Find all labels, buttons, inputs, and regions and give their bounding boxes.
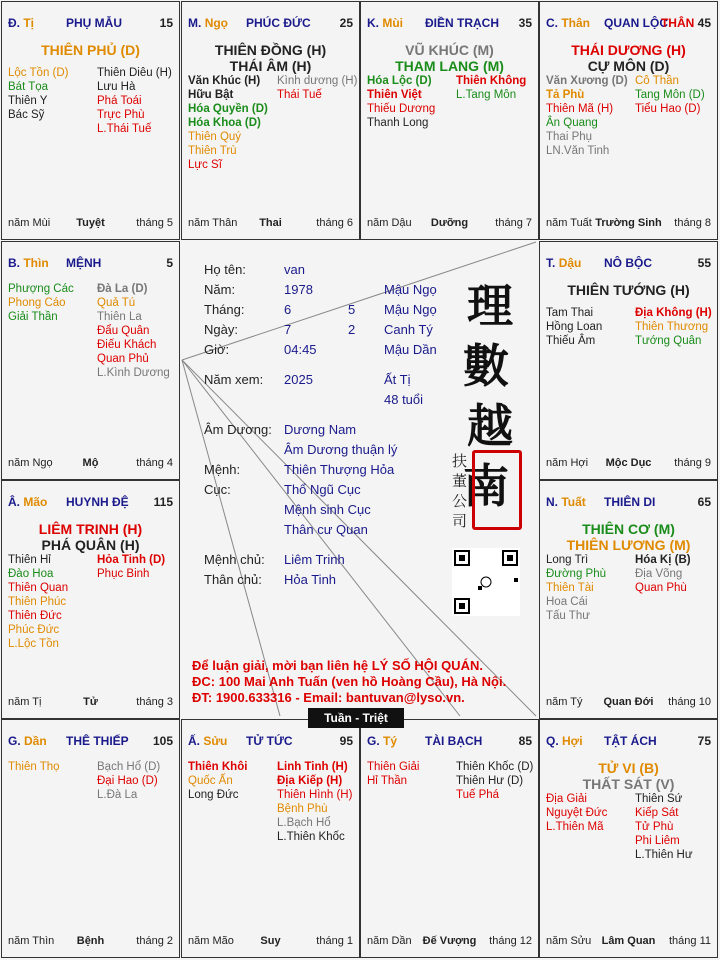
palace-footer	[8, 696, 173, 710]
minor-stars-left	[546, 74, 636, 158]
palace-age: 15	[159, 16, 173, 30]
minor-star: Thiên Đức	[8, 610, 62, 622]
minor-star: Văn Xương (D)	[546, 75, 628, 87]
minor-star: Tử Phù	[635, 821, 674, 833]
palace-footer	[546, 217, 711, 231]
palace-month: tháng 8	[674, 217, 711, 229]
palace-year: năm Dần	[367, 935, 412, 947]
info-value: Dương Nam	[284, 422, 357, 437]
palace-header	[546, 495, 711, 509]
palace-age: THÂN 45	[660, 16, 711, 30]
minor-star: Phá Toái	[97, 95, 142, 107]
palace-cell-tuat	[539, 480, 718, 719]
minor-star: Hóa Khoa (D)	[188, 117, 261, 129]
main-star: THÁI DƯƠNG (H)	[571, 42, 686, 58]
palace-header	[546, 16, 711, 30]
minor-stars-left	[546, 792, 636, 834]
minor-star: LN.Văn Tinh	[546, 145, 610, 157]
palace-name: HUYNH ĐỆ	[66, 495, 129, 509]
seal-char: 司	[452, 512, 468, 530]
info-value: 2025	[284, 372, 313, 387]
palace-age: 55	[697, 256, 711, 270]
info-label: Tháng:	[204, 302, 245, 317]
minor-star: Tả Phù	[546, 89, 585, 101]
palace-footer	[188, 217, 353, 231]
palace-name: PHÚC ĐỨC	[246, 16, 311, 30]
palace-phase: Mộ	[82, 457, 99, 469]
minor-star: Thiên Giải	[367, 761, 420, 773]
palace-footer	[8, 217, 173, 231]
minor-star: Hóa Lộc (D)	[367, 75, 432, 87]
minor-star: Đà La (D)	[97, 283, 148, 295]
palace-header	[188, 16, 353, 30]
main-star: THÁI ÂM (H)	[229, 58, 312, 74]
info-label: Mệnh:	[204, 462, 241, 477]
minor-star: Tam Thai	[546, 307, 594, 319]
minor-star: Thiếu Âm	[546, 335, 596, 347]
minor-star: Thiên Phúc	[8, 596, 67, 608]
minor-stars-left	[188, 760, 278, 802]
minor-star: Thiên Khôi	[188, 761, 248, 773]
palace-cell-hoi	[539, 719, 718, 958]
palace-phase: Trường Sinh	[595, 217, 662, 229]
palace-header	[546, 256, 711, 270]
minor-stars-right	[635, 553, 718, 595]
minor-star: Kiếp Sát	[635, 807, 679, 819]
minor-star: Thai Phụ	[546, 131, 593, 143]
info-label: Năm:	[204, 282, 236, 297]
palace-phase: Bệnh	[76, 935, 105, 947]
minor-star: L.Thiên Hư	[635, 849, 693, 861]
palace-header	[8, 734, 173, 748]
palace-cell-dan	[1, 719, 180, 958]
palace-name: THÊ THIẾP	[66, 734, 129, 748]
palace-phase: Mộc Dục	[605, 457, 652, 469]
main-stars	[361, 42, 538, 74]
calligraphy-char: 理	[467, 279, 513, 333]
palace-position: Â. Mão	[8, 495, 48, 509]
palace-age: 25	[339, 16, 353, 30]
minor-star: Đẩu Quân	[97, 325, 150, 337]
palace-footer	[8, 935, 173, 949]
info-value: Mệnh sinh Cục	[284, 502, 371, 517]
palace-name: THIÊN DI	[604, 495, 656, 509]
minor-star: Quả Tú	[97, 297, 136, 309]
palace-month: tháng 2	[136, 935, 173, 947]
main-star: THIÊN ĐỒNG (H)	[214, 42, 327, 58]
minor-star: Địa Giải	[546, 793, 587, 805]
palace-year: năm Sửu	[546, 935, 592, 947]
minor-stars-left	[188, 74, 278, 172]
minor-star: Thái Tuế	[277, 89, 322, 101]
info-value: 48 tuổi	[384, 392, 424, 407]
minor-star: Bệnh Phù	[277, 803, 328, 815]
minor-star: Hỉ Thần	[367, 775, 408, 787]
info-value: Ất Tị	[384, 372, 411, 387]
palace-header	[8, 16, 173, 30]
palace-header	[367, 16, 532, 30]
palace-header	[546, 734, 711, 748]
main-stars	[540, 282, 717, 298]
than-marker: THÂN	[660, 16, 695, 30]
minor-star: Bác Sỹ	[8, 109, 45, 121]
palace-header	[367, 734, 532, 748]
minor-star: L.Tang Môn	[456, 89, 517, 101]
palace-header	[8, 256, 173, 270]
info-label: Âm Dương:	[204, 422, 272, 437]
minor-star: Linh Tinh (H)	[277, 761, 348, 773]
palace-cell-suu	[181, 719, 360, 958]
minor-star: Địa Võng	[635, 568, 683, 580]
main-star: THIÊN TƯỚNG (H)	[567, 282, 690, 298]
info-value: 7	[284, 322, 292, 337]
palace-position: B. Thìn	[8, 256, 49, 270]
palace-month: tháng 5	[136, 217, 173, 229]
minor-stars-right	[456, 760, 539, 802]
palace-header	[188, 734, 353, 748]
palace-name: NÔ BỘC	[604, 256, 652, 270]
palace-position: K. Mùi	[367, 16, 404, 30]
info-value: 5	[348, 302, 356, 317]
minor-star: Lực Sĩ	[188, 159, 222, 171]
info-value: 6	[284, 302, 292, 317]
minor-stars-left	[546, 553, 636, 623]
palace-phase: Dưỡng	[430, 217, 469, 229]
seal-char: 扶	[452, 452, 468, 470]
minor-star: Thiên Quý	[188, 131, 242, 143]
contact-line: ĐC: 100 Mai Anh Tuấn (ven hồ Hoàng Cầu), Hà Nội.	[192, 674, 507, 689]
minor-star: Lưu Hà	[97, 81, 136, 93]
palace-footer	[546, 935, 711, 949]
info-label: Cục:	[204, 482, 231, 497]
info-value: Canh Tý	[384, 322, 433, 337]
palace-position: N. Tuất	[546, 495, 586, 509]
minor-star: Tướng Quân	[635, 335, 702, 347]
minor-stars-left	[367, 74, 457, 130]
info-value: Thân cư Quan	[284, 522, 368, 537]
main-stars	[540, 42, 717, 74]
palace-year: năm Thân	[188, 217, 238, 229]
minor-stars-right	[97, 282, 180, 380]
minor-star: Thiên Hình (H)	[277, 789, 353, 801]
palace-year: năm Tuất	[546, 217, 592, 229]
minor-star: L.Thiên Khốc	[277, 831, 345, 843]
minor-star: Thiên Diêu (H)	[97, 67, 172, 79]
minor-star: Đại Hao (D)	[97, 775, 158, 787]
palace-cell-mao	[1, 480, 180, 719]
center-info-panel	[180, 240, 538, 718]
minor-stars-right	[635, 792, 718, 862]
minor-star: Long Trì	[546, 554, 589, 566]
palace-age: 35	[518, 16, 532, 30]
palace-footer	[367, 217, 532, 231]
palace-month: tháng 10	[668, 696, 711, 708]
palace-phase: Suy	[260, 935, 281, 947]
main-stars	[2, 521, 179, 553]
palace-name: MỆNH	[66, 256, 102, 270]
info-value: van	[284, 262, 305, 277]
minor-star: Hoa Cái	[546, 596, 588, 608]
palace-phase: Đế Vượng	[422, 935, 477, 947]
palace-footer	[546, 457, 711, 471]
minor-star: Hỏa Tinh (D)	[97, 554, 166, 566]
info-value: Mậu Ngọ	[384, 282, 437, 297]
minor-star: Phượng Các	[8, 283, 74, 295]
main-star: PHÁ QUÂN (H)	[41, 537, 140, 553]
main-stars	[182, 42, 359, 74]
minor-star: Tiểu Hao (D)	[635, 103, 701, 115]
minor-star: Văn Khúc (H)	[188, 75, 261, 87]
palace-footer	[546, 696, 711, 710]
palace-year: năm Thìn	[8, 935, 55, 947]
minor-star: Lộc Tồn (D)	[8, 67, 69, 79]
calligraphy-char: 越	[467, 399, 513, 453]
minor-stars-left	[8, 66, 98, 122]
minor-star: Đường Phù	[546, 568, 606, 580]
info-label: Mệnh chủ:	[204, 552, 265, 567]
palace-cell-thin	[1, 241, 180, 480]
info-value: 2	[348, 322, 356, 337]
palace-year: năm Tý	[546, 696, 583, 708]
palace-position: G. Tý	[367, 734, 398, 748]
minor-star: Bát Tọa	[8, 81, 49, 93]
minor-star: Thiên Hỉ	[8, 554, 51, 566]
main-star: THIÊN LƯƠNG (M)	[566, 537, 691, 553]
minor-star: Thanh Long	[367, 117, 429, 129]
minor-star: Kình dương (H)	[277, 75, 358, 87]
info-value: Thiên Thượng Hỏa	[284, 462, 395, 477]
minor-star: Điếu Khách	[97, 339, 157, 351]
minor-stars-right	[635, 306, 718, 348]
minor-star: Thiếu Dương	[367, 103, 436, 115]
main-star: LIÊM TRINH (H)	[38, 521, 143, 537]
minor-star: Bạch Hổ (D)	[97, 761, 161, 773]
minor-star: L.Bạch Hổ	[277, 817, 331, 829]
info-label: Thân chủ:	[204, 572, 262, 587]
minor-star: Thiên Hư (D)	[456, 775, 524, 787]
palace-year: năm Tị	[8, 696, 42, 708]
main-star: THAM LANG (M)	[395, 58, 504, 74]
minor-star: Thiên Trù	[188, 145, 237, 157]
info-label: Ngày:	[204, 322, 238, 337]
info-value: Hỏa Tinh	[284, 572, 337, 587]
minor-star: Giải Thần	[8, 311, 58, 323]
minor-star: Đào Hoa	[8, 568, 54, 580]
minor-star: Quan Phù	[635, 582, 687, 594]
minor-star: Thiên Quan	[8, 582, 69, 594]
minor-star: L.Lộc Tồn	[8, 638, 59, 650]
main-stars	[2, 42, 179, 58]
minor-star: Tang Môn (D)	[635, 89, 705, 101]
minor-star: Thiên Thương	[635, 321, 709, 333]
minor-stars-left	[367, 760, 457, 788]
palace-month: tháng 3	[136, 696, 173, 708]
minor-star: L.Kình Dương	[97, 367, 170, 379]
minor-star: Phục Binh	[97, 568, 150, 580]
palace-age: 115	[153, 495, 173, 509]
palace-year: năm Hợi	[546, 457, 589, 469]
palace-cell-ngo	[181, 1, 360, 240]
main-stars	[540, 521, 717, 553]
palace-phase: Tử	[83, 696, 98, 708]
minor-star: Tuế Phá	[456, 789, 500, 801]
minor-stars-right	[635, 74, 718, 116]
minor-star: Hồng Loan	[546, 321, 603, 333]
minor-star: Phong Cáo	[8, 297, 66, 309]
minor-star: Ân Quang	[546, 117, 598, 129]
minor-star: Thiên Sứ	[635, 793, 683, 805]
palace-phase: Lâm Quan	[601, 935, 656, 947]
main-star: THIÊN PHỦ (D)	[41, 42, 140, 58]
palace-year: năm Ngọ	[8, 457, 53, 469]
contact-line: ĐT: 1900.633316 - Email: bantuvan@lyso.vn.	[192, 690, 465, 705]
palace-phase: Tuyệt	[76, 217, 105, 229]
calligraphy-char: 南	[463, 459, 509, 513]
main-star: TỬ VI (B)	[598, 760, 659, 776]
info-value: Thổ Ngũ Cục	[284, 482, 361, 497]
palace-footer	[367, 935, 532, 949]
minor-star: Cô Thần	[635, 75, 679, 87]
minor-star: Quan Phủ	[97, 353, 149, 365]
minor-star: Quốc Ấn	[188, 775, 233, 787]
minor-star: Thiên Việt	[367, 89, 422, 101]
minor-star: Phi Liêm	[635, 835, 680, 847]
seal-char: 公	[452, 492, 468, 510]
minor-star: Thiên Không	[456, 75, 527, 87]
palace-position: Đ. Tị	[8, 16, 35, 30]
minor-star: Thiên Mã (H)	[546, 103, 614, 115]
minor-stars-left	[8, 760, 98, 774]
qr-code[interactable]	[452, 548, 520, 616]
main-star: THIÊN CƠ (M)	[582, 521, 675, 537]
red-seal-stamp	[472, 450, 522, 530]
palace-cell-than	[539, 1, 718, 240]
info-label: Năm xem:	[204, 372, 264, 387]
minor-star: Hóa Kị (B)	[635, 554, 691, 566]
palace-age: 95	[339, 734, 353, 748]
minor-star: Địa Không (H)	[635, 307, 712, 319]
palace-position: G. Dần	[8, 734, 47, 748]
minor-stars-left	[8, 553, 98, 651]
minor-star: Hữu Bật	[188, 89, 234, 101]
palace-phase: Thai	[259, 217, 282, 229]
palace-age: 85	[518, 734, 532, 748]
seal-char: 董	[452, 472, 468, 490]
palace-position: C. Thân	[546, 16, 591, 30]
minor-star: Thiên Y	[8, 95, 48, 107]
info-value: Mậu Ngọ	[384, 302, 437, 317]
minor-star: L.Thái Tuế	[97, 123, 152, 135]
info-value: Liêm Trinh	[284, 552, 345, 567]
contact-line: Để luận giải, mời bạn liên hệ LÝ SỐ HỘI QUÁN.	[192, 658, 483, 673]
tuan-triet-badge: Tuần - Triệt	[308, 708, 404, 728]
palace-month: tháng 6	[316, 217, 353, 229]
minor-star: Thiên Tài	[546, 582, 594, 594]
palace-month: tháng 4	[136, 457, 173, 469]
palace-footer	[8, 457, 173, 471]
palace-cell-dau	[539, 241, 718, 480]
minor-star: L.Thiên Mã	[546, 821, 604, 833]
minor-star: Địa Kiếp (H)	[277, 775, 343, 787]
palace-age: 65	[697, 495, 711, 509]
palace-age: 5	[166, 256, 173, 270]
palace-age: 75	[697, 734, 711, 748]
palace-name: TẬT ÁCH	[604, 734, 657, 748]
palace-year: năm Mão	[188, 935, 234, 947]
palace-position: Ấ. Sửu	[188, 734, 228, 748]
minor-stars-right	[456, 74, 539, 102]
minor-star: Phúc Đức	[8, 624, 60, 636]
minor-star: Hóa Quyền (D)	[188, 103, 268, 115]
info-value: 1978	[284, 282, 313, 297]
minor-stars-right	[277, 74, 360, 102]
palace-month: tháng 11	[668, 935, 711, 947]
palace-age: 105	[152, 734, 173, 748]
minor-stars-right	[97, 66, 180, 136]
main-stars	[540, 760, 717, 792]
minor-star: Thiên La	[97, 311, 142, 323]
palace-footer	[188, 935, 353, 949]
palace-cell-mui	[360, 1, 539, 240]
palace-position: Q. Hợi	[546, 734, 583, 748]
minor-star: Thiên Thọ	[8, 761, 60, 773]
palace-position: T. Dậu	[546, 256, 582, 270]
palace-year: năm Dậu	[367, 217, 412, 229]
info-label: Giờ:	[204, 342, 230, 357]
minor-stars-right	[277, 760, 360, 844]
minor-stars-left	[8, 282, 98, 324]
info-value: Âm Dương thuận lý	[284, 442, 398, 457]
palace-position: M. Ngọ	[188, 16, 229, 30]
info-value: Mậu Dần	[384, 342, 437, 357]
minor-star: Long Đức	[188, 789, 239, 801]
minor-star: Tấu Thư	[546, 610, 590, 622]
palace-name: ĐIỀN TRẠCH	[425, 16, 499, 30]
palace-year: năm Mùi	[8, 217, 51, 229]
minor-stars-left	[546, 306, 636, 348]
main-star: VŨ KHÚC (M)	[405, 42, 494, 58]
palace-phase: Quan Đới	[603, 696, 654, 708]
minor-star: Thiên Khốc (D)	[456, 761, 534, 773]
palace-name: TÀI BẠCH	[425, 734, 483, 748]
minor-star: Trực Phù	[97, 109, 145, 121]
palace-month: tháng 1	[316, 935, 353, 947]
palace-month: tháng 9	[674, 457, 711, 469]
palace-name: PHỤ MẪU	[66, 16, 122, 30]
palace-month: tháng 12	[489, 935, 532, 947]
info-value: 04:45	[284, 342, 317, 357]
palace-cell-ti	[1, 1, 180, 240]
minor-stars-right	[97, 553, 180, 581]
palace-month: tháng 7	[495, 217, 532, 229]
palace-header	[8, 495, 173, 509]
minor-stars-right	[97, 760, 180, 802]
main-star: THẤT SÁT (V)	[582, 776, 675, 792]
palace-cell-ty	[360, 719, 539, 958]
main-star: CỰ MÔN (D)	[587, 58, 670, 74]
minor-star: L.Đà La	[97, 789, 138, 801]
palace-name: TỬ TỨC	[246, 734, 293, 748]
calligraphy-char: 數	[463, 339, 509, 393]
info-label: Họ tên:	[204, 262, 246, 277]
minor-star: Nguyệt Đức	[546, 807, 608, 819]
palace-name: QUAN LỘC	[604, 16, 668, 30]
